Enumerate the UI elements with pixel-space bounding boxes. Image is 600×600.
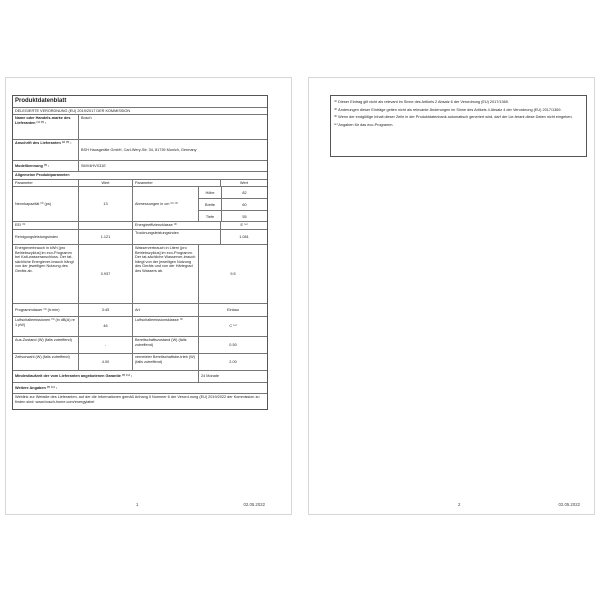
footnote-3: ⁽³⁾ Wenn der endgültige Inhalt dieser Zeile in der Produktdatenbank automatisch generiert wird, darf der Lie-ferant diese Daten nicht eingeben. — [334, 115, 573, 120]
off-mode-label: Aus-Zustand (W) (falls zutreffend) — [13, 337, 79, 353]
col-value-2: Wert — [240, 180, 248, 185]
footnote-2: ⁽²⁾ Änderungen dieser Einträge gelten nicht als relevante Änderungen im Sinne des Artikels 4 Absatz 4 der Verordnung (EU) 2017/1369. — [334, 107, 562, 112]
product-data-sheet — [12, 95, 268, 410]
supplier-address: BSH Hausgeräte GmbH, Carl-Wery-Str. 34, 81739 Munich, Germany — [81, 147, 197, 152]
supplier-weblink: Weblink zur Website des Lieferanten, auf der die Informationen gemäß Anhang II Nummer 6 der Verord-nung (EU) 2019/2022 der Kommission zu finden sind: www.bosch-home.com/energylabel — [15, 394, 260, 404]
program-duration-value: 3:45 — [79, 304, 133, 316]
energy-consumption-value: 0.937 — [79, 245, 133, 303]
dimensions-label: Abmessungen in cm ⁽²⁾ ⁽³⁾ — [133, 187, 199, 221]
page-date: 02.05.2022 — [243, 502, 265, 507]
energy-consumption-label: Energieverbrauch in kWh [pro Betriebszyklus] im eco-Programm bei Kalt-wasseranschluss. Der tat-sächliche Energiever-brauch hängt von der jeweiligen Nutzung des Geräts ab. — [13, 245, 79, 303]
footnote-1: ⁽¹⁾ Dieser Eintrag gilt nicht als relevant im Sinne des Artikels 2 Absatz 6 der Verordnung (EU) 2017/1369. — [334, 100, 509, 104]
drying-value: 1.081 — [239, 234, 249, 239]
networked-standby-value: 2.00 — [229, 359, 237, 364]
program-duration-label: Programmdauer ⁽³⁾ (h:min) — [13, 304, 79, 316]
width-label: Breite — [199, 199, 222, 210]
regulation-text: DELEGIERTE VERORDNUNG (EU) 2019/2017 DER KOMMISSION — [15, 108, 131, 113]
dimensions-table — [199, 187, 267, 221]
guarantee-label: Mindestlaufzeit der vom Lieferanten angebotenen Garantie ⁽²⁾ ⁽⁵⁾ : — [13, 371, 199, 382]
type-value: Einbau — [227, 307, 239, 312]
noise-class-value: C ⁽⁴⁾ — [229, 324, 237, 329]
footnote-4: ⁽⁴⁾ Angaben für das eco-Programm. — [334, 122, 394, 127]
model-label: Modellkennung ⁽²⁾ : — [13, 161, 79, 171]
page-2 — [308, 77, 595, 515]
noise-value: 46 — [79, 317, 133, 336]
energy-class-value: E ⁽⁴⁾ — [240, 223, 248, 228]
general-params-heading: Allgemeine Produktparameter: — [15, 173, 71, 178]
supplier-name: Bosch — [81, 116, 92, 121]
col-param-1: Parameter — [13, 180, 79, 187]
capacity-value: 13 — [79, 187, 133, 221]
height-label: Höhe — [199, 187, 222, 198]
noise-label: Luftschallemissionen ⁽³⁾ (in dB(A) re 1 pW) — [13, 317, 79, 336]
energy-class-label: Energieeffizienzklasse ⁽³⁾ — [133, 222, 221, 229]
cleaning-label: Reinigungsleistungsindex — [13, 230, 79, 244]
noise-class-label: Luftschallemissionsklasse ⁽³⁾ — [133, 317, 199, 336]
model-id: SMV4HVX31E — [81, 163, 106, 168]
sheet-title: Produktdatenblatt — [15, 98, 67, 104]
capacity-label: Nennkapazität ⁽³⁾ (ps) — [13, 187, 79, 221]
cleaning-value: 1.121 — [79, 230, 133, 244]
water-consumption-value: 9.5 — [230, 271, 236, 276]
depth-label: Tiefe — [199, 211, 222, 222]
supplier-address-label: Anschrift des Lieferanten ⁽¹⁾ ⁽²⁾ : — [13, 140, 79, 160]
standby-label: Bereitschaftszustand (W) (falls zutreffend) — [133, 337, 199, 353]
page-number: 2 — [458, 502, 461, 507]
networked-standby-label: vernetzter Bereitschaftsbe-trieb (W) (falls zutreffend) — [133, 354, 199, 370]
page-1 — [5, 77, 292, 515]
water-consumption-label: Wasserverbrauch in Litern [pro Betriebszyklus] im eco-Programm. Der tat-sächliche Wasserver-brauch hängt von der jeweiligen Nutzung des Geräts und von der Härtegrad des Wassers ab. — [133, 245, 199, 303]
further-info-heading: Weitere Angaben ⁽²⁾ ⁽⁵⁾ : — [15, 385, 58, 390]
delay-start-label: Zeitvorwahl (W) (falls zutreffend) — [13, 354, 79, 370]
type-label: Art — [133, 304, 199, 316]
col-param-2: Parameter — [133, 180, 221, 187]
page-number: 1 — [136, 502, 139, 507]
delay-start-value: 4.00 — [79, 354, 133, 370]
height-value: 82 — [242, 190, 247, 195]
guarantee-value: 24 Monate — [201, 374, 219, 379]
drying-label: Trocknungsleistungsindex — [133, 230, 221, 244]
supplier-name-label: Name oder Handels-marke des Lieferanten ⁽¹⁾ ⁽²⁾ : — [13, 115, 79, 139]
depth-value: 55 — [242, 214, 247, 219]
standby-value: 0.50 — [229, 342, 237, 347]
off-mode-value: - — [79, 337, 133, 353]
width-value: 60 — [242, 202, 247, 207]
eei-value — [79, 222, 133, 229]
eei-label: EEI ⁽³⁾ — [13, 222, 79, 229]
footnotes-box — [330, 95, 587, 157]
page-date: 02.05.2022 — [558, 502, 580, 507]
col-value-1: Wert — [79, 180, 133, 187]
